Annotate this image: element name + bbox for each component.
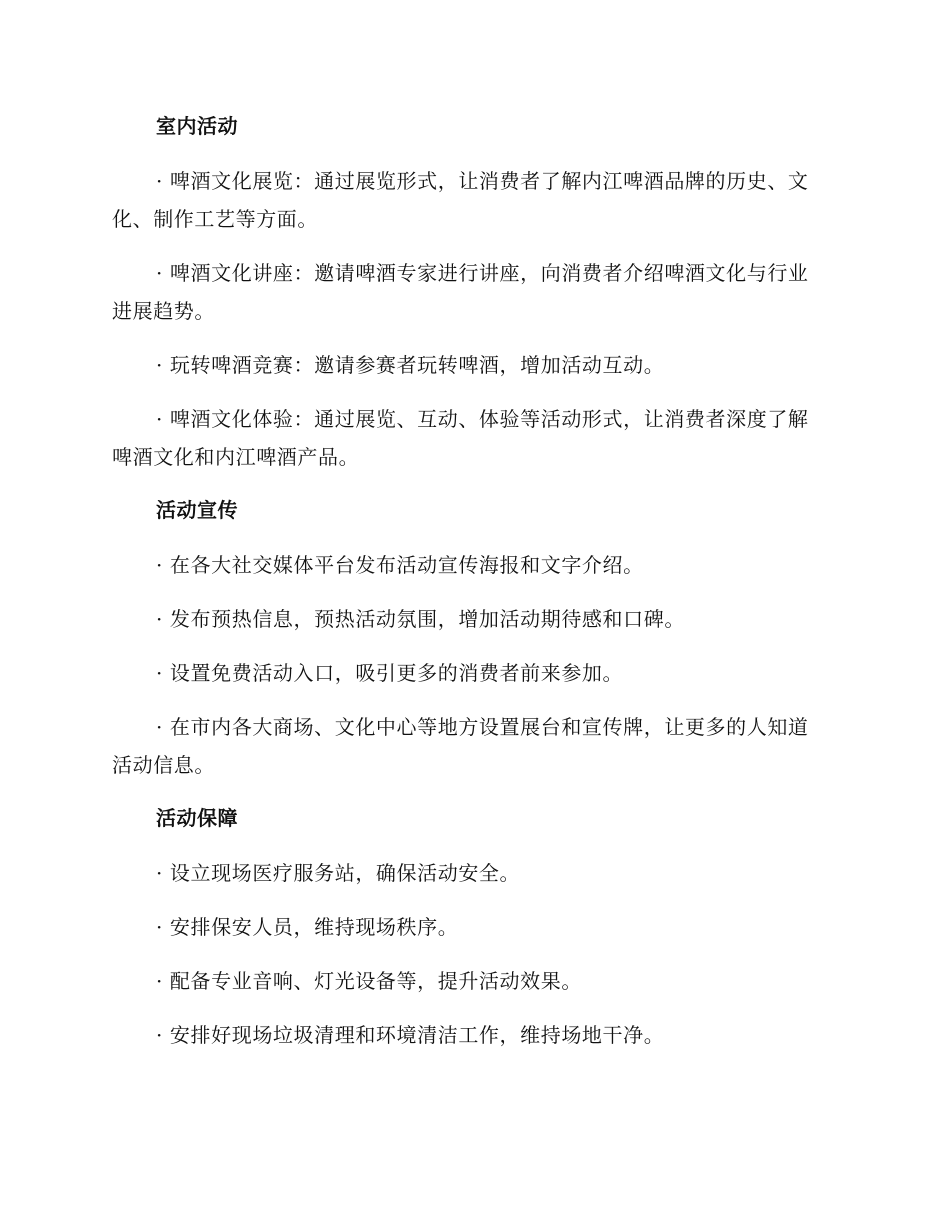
bullet-paragraph: · 在市内各大商场、文化中心等地方设置展台和宣传牌，让更多的人知道活动信息。: [112, 715, 809, 777]
bullet-paragraph: · 配备专业音响、灯光设备等，提升活动效果。: [156, 969, 582, 993]
bullet-paragraph: · 玩转啤酒竞赛：邀请参赛者玩转啤酒，增加活动互动。: [156, 353, 665, 377]
section-heading: 活动保障: [156, 806, 238, 830]
bullet-paragraph: · 啤酒文化展览：通过展览形式，让消费者了解内江啤酒品牌的历史、文化、制作工艺等方面。: [112, 169, 809, 231]
bullet-paragraph: · 设立现场医疗服务站，确保活动安全。: [156, 861, 521, 885]
section-heading: 活动宣传: [156, 498, 238, 522]
section-assurance: [112, 800, 824, 1054]
bullet-paragraph: · 安排保安人员，维持现场秩序。: [156, 915, 459, 939]
bullet-paragraph: · 安排好现场垃圾清理和环境清洁工作，维持场地干净。: [156, 1023, 665, 1047]
bullet-paragraph: · 在各大社交媒体平台发布活动宣传海报和文字介绍。: [156, 553, 644, 577]
document-body: [112, 108, 824, 1070]
section-indoor-activities: [112, 108, 824, 476]
section-promotion: [112, 492, 824, 784]
bullet-paragraph: · 发布预热信息，预热活动氛围，增加活动期待感和口碑。: [156, 607, 685, 631]
section-heading: 室内活动: [156, 114, 238, 138]
bullet-paragraph: · 啤酒文化讲座：邀请啤酒专家进行讲座，向消费者介绍啤酒文化与行业进展趋势。: [112, 261, 809, 323]
bullet-paragraph: · 设置免费活动入口，吸引更多的消费者前来参加。: [156, 661, 624, 685]
bullet-paragraph: · 啤酒文化体验：通过展览、互动、体验等活动形式，让消费者深度了解啤酒文化和内江啤酒产品。: [112, 407, 809, 469]
